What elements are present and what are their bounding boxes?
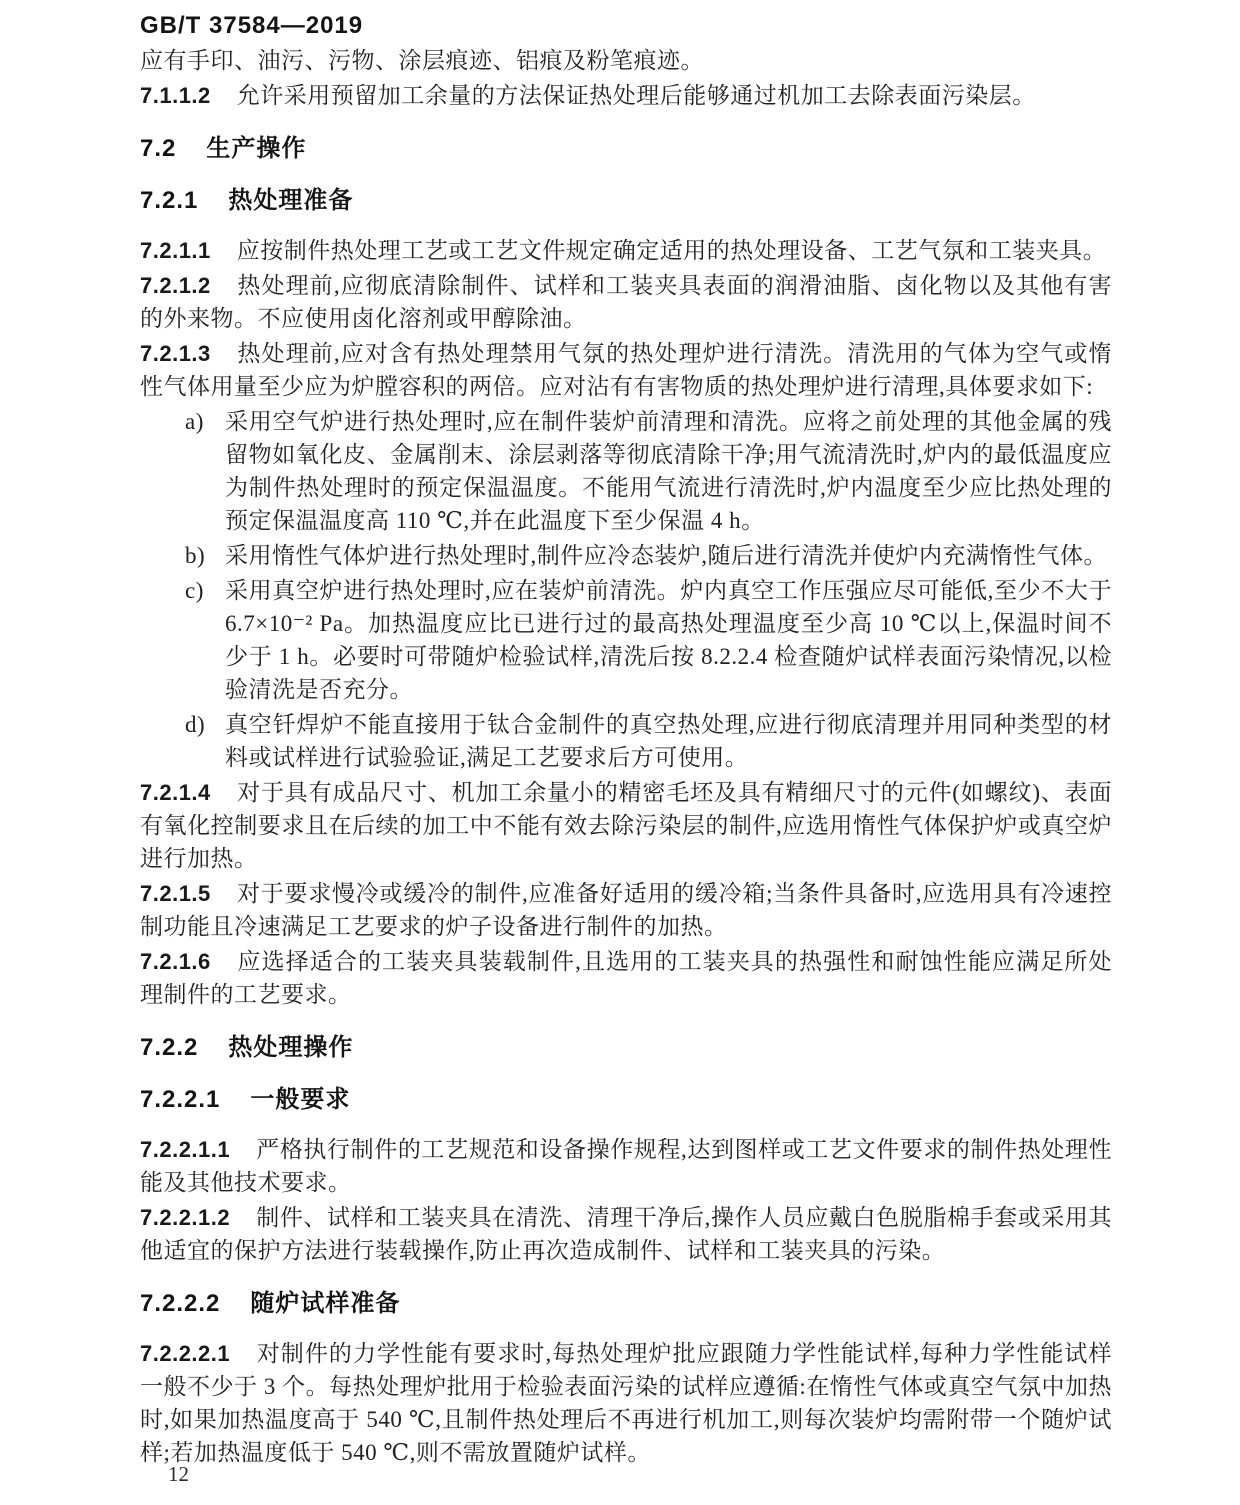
- heading-number: 7.2: [140, 135, 177, 162]
- paragraph-continuation: 应有手印、油污、污物、涂层痕迹、铝痕及粉笔痕迹。: [140, 48, 704, 73]
- list-marker: d): [185, 712, 206, 737]
- list-item-d: [140, 708, 1112, 774]
- list-item-c: [140, 574, 1112, 706]
- clause-7-1-1-2: [140, 79, 1112, 112]
- clause-number: 7.2.2.1.2: [140, 1205, 231, 1230]
- clause-7-2-1-4: [140, 776, 1112, 875]
- clause-number: 7.2.2.1.1: [140, 1137, 231, 1162]
- heading-number: 7.2.2: [140, 1034, 199, 1061]
- heading-title: 随炉试样准备: [250, 1290, 401, 1317]
- list-marker: a): [185, 409, 204, 434]
- clause-text: 对于具有成品尺寸、机加工余量小的精密毛坯及具有精细尺寸的元件(如螺纹)、表面有氧化控制要求且在后续的加工中不能有效去除污染层的制件,应选用惰性气体保护炉或真空炉进行加热。: [140, 780, 1112, 871]
- heading-number: 7.2.2.1: [140, 1086, 221, 1113]
- clause-text: 应选择适合的工装夹具装载制件,且选用的工装夹具的热强性和耐蚀性能应满足所处理制件的工艺要求。: [140, 949, 1112, 1007]
- clause-7-2-1-6: [140, 945, 1112, 1011]
- clause-number: 7.2.2.2.1: [140, 1341, 231, 1366]
- list-item-text: 采用空气炉进行热处理时,应在制件装炉前清理和清洗。应将之前处理的其他金属的残留物如氧化皮、金属削末、涂层剥落等彻底清除干净;用气流清洗时,炉内的最低温度应为制件热处理时的预定保温温度。不能用气流进行清洗时,炉内温度至少应比热处理的预定保温温度高 110 ℃,并在此温度下至少保温 4 h。: [225, 409, 1112, 533]
- heading-title: 热处理准备: [228, 187, 354, 214]
- heading-7-2-2-2: [140, 1289, 1112, 1319]
- standard-number: GB/T 37584—2019: [140, 12, 364, 39]
- clause-text: 制件、试样和工装夹具在清洗、清理干净后,操作人员应戴白色脱脂棉手套或采用其他适宜的保护方法进行装载操作,防止再次造成制件、试样和工装夹具的污染。: [140, 1205, 1112, 1263]
- clause-number: 7.2.1.3: [140, 341, 211, 366]
- clause-7-2-2-2-1: [140, 1337, 1112, 1469]
- heading-7-2-2-1: [140, 1085, 1112, 1115]
- clause-text: 允许采用预留加工余量的方法保证热处理后能够通过机加工去除表面污染层。: [236, 83, 1036, 108]
- heading-title: 热处理操作: [228, 1034, 354, 1061]
- clause-text: 对制件的力学性能有要求时,每热处理炉批应跟随力学性能试样,每种力学性能试样一般不少于 3 个。每热处理炉批用于检验表面污染的试样应遵循:在惰性气体或真空气氛中加热时,如果加热温度高于 540 ℃,且制件热处理后不再进行机加工,则每次装炉均需附带一个随炉试样;若加热温度低于 540 ℃,则不需放置随炉试样。: [140, 1341, 1112, 1465]
- clause-7-2-1-5: [140, 877, 1112, 943]
- list-item-text: 采用惰性气体炉进行热处理时,制件应冷态装炉,随后进行清洗并使炉内充满惰性气体。: [225, 543, 1107, 568]
- clause-text: 应按制件热处理工艺或工艺文件规定确定适用的热处理设备、工艺气氛和工装夹具。: [236, 238, 1107, 263]
- page-number: 12: [168, 1462, 189, 1486]
- clause-7-2-2-1-2: [140, 1201, 1112, 1267]
- heading-title: 生产操作: [206, 135, 307, 162]
- clause-number: 7.2.1.5: [140, 881, 211, 906]
- heading-number: 7.2.1: [140, 187, 199, 214]
- clause-text: 热处理前,应彻底清除制件、试样和工装夹具表面的润滑油脂、卤化物以及其他有害的外来物。不应使用卤化溶剂或甲醇除油。: [140, 273, 1112, 331]
- document-content: [140, 44, 1112, 1471]
- list-item-text: 采用真空炉进行热处理时,应在装炉前清洗。炉内真空工作压强应尽可能低,至少不大于 6.7×10⁻² Pa。加热温度应比已进行过的最高热处理温度至少高 10 ℃以上,保温时间不少于 1 h。必要时可带随炉检验试样,清洗后按 8.2.2.4 检查随炉试样表面污染情况,以检验清洗是否充分。: [225, 578, 1112, 702]
- clause-text: 对于要求慢冷或缓冷的制件,应准备好适用的缓冷箱;当条件具备时,应选用具有冷速控制功能且冷速满足工艺要求的炉子设备进行制件的加热。: [140, 881, 1112, 939]
- clause-7-2-1-3: [140, 337, 1112, 403]
- heading-title: 一般要求: [250, 1086, 351, 1113]
- clause-number: 7.2.1.2: [140, 273, 211, 298]
- heading-7-2-2: [140, 1033, 1112, 1063]
- heading-7-2-1: [140, 186, 1112, 216]
- clause-7-2-1-1: [140, 234, 1112, 267]
- list-marker: b): [185, 543, 206, 568]
- list-item-text: 真空钎焊炉不能直接用于钛合金制件的真空热处理,应进行彻底清理并用同种类型的材料或试样进行试验验证,满足工艺要求后方可使用。: [225, 712, 1112, 770]
- list-item-b: [140, 539, 1112, 572]
- clause-text: 严格执行制件的工艺规范和设备操作规程,达到图样或工艺文件要求的制件热处理性能及其他技术要求。: [140, 1137, 1112, 1195]
- clause-7-2-1-2: [140, 269, 1112, 335]
- clause-number: 7.1.1.2: [140, 83, 211, 108]
- heading-7-2: [140, 134, 1112, 164]
- clause-number: 7.2.1.6: [140, 949, 211, 974]
- heading-number: 7.2.2.2: [140, 1290, 221, 1317]
- clause-number: 7.2.1.4: [140, 780, 211, 805]
- clause-7-2-2-1-1: [140, 1133, 1112, 1199]
- list-item-a: [140, 405, 1112, 537]
- list-marker: c): [185, 578, 204, 603]
- clause-text: 热处理前,应对含有热处理禁用气氛的热处理炉进行清洗。清洗用的气体为空气或惰性气体用量至少应为炉膛容积的两倍。应对沾有有害物质的热处理炉进行清理,具体要求如下:: [140, 341, 1112, 399]
- clause-number: 7.2.1.1: [140, 238, 211, 263]
